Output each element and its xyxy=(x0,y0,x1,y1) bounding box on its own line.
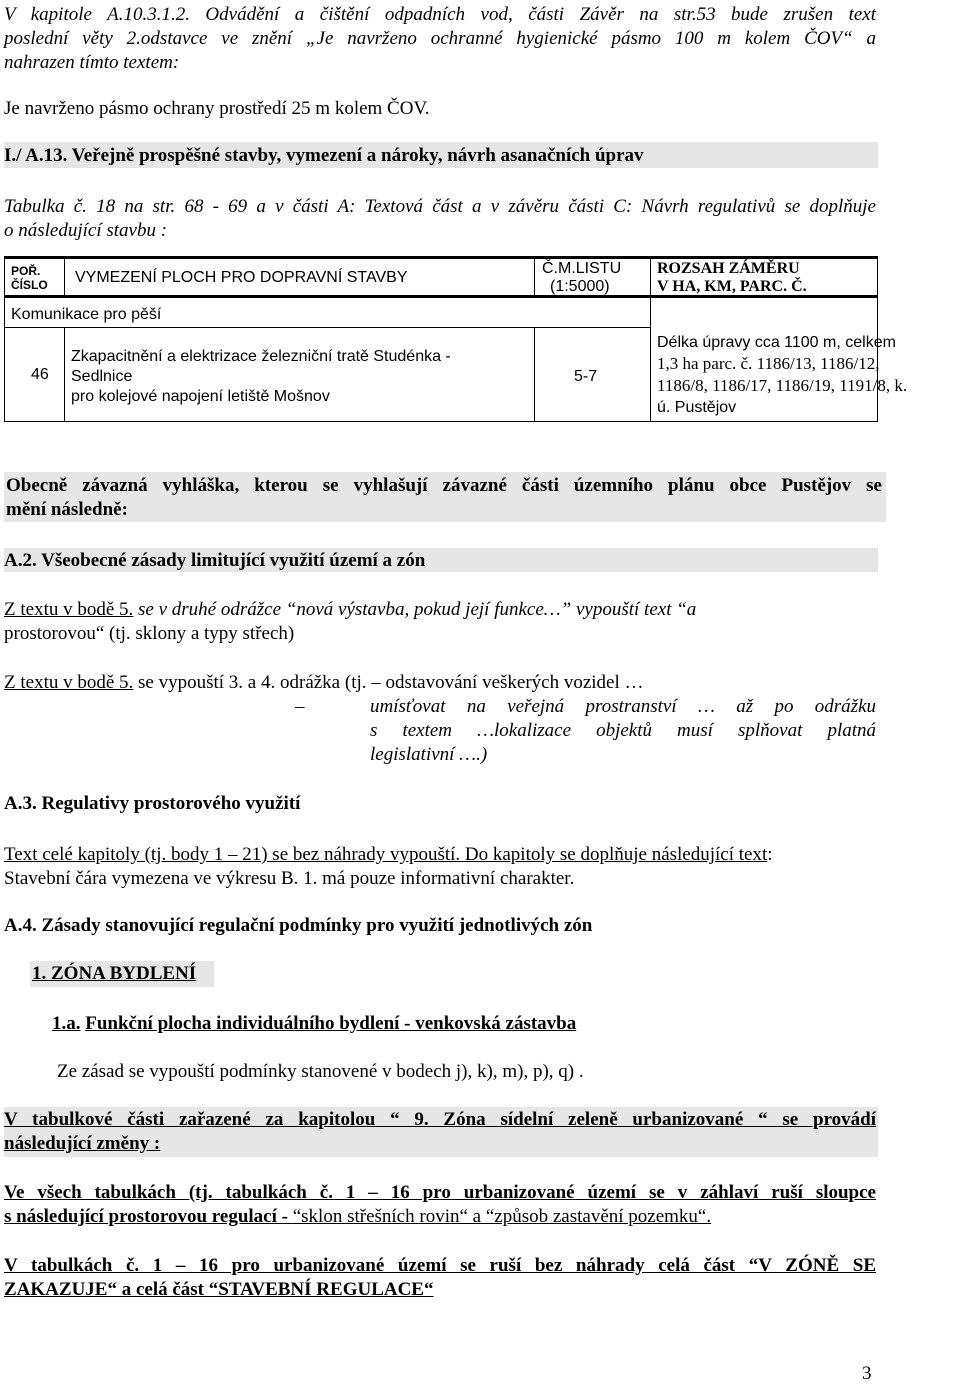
intro-line-3: nahrazen tímto textem: xyxy=(4,52,180,73)
a2-p2-rest: se vypouští 3. a 4. odrážka (tj. – odstavování veškerých vozidel … xyxy=(133,672,644,693)
col-desc-header: VYMEZENÍ PLOCH PRO DOPRAVNÍ STAVBY xyxy=(75,269,408,286)
zone-heading: 1. ZÓNA BYDLENÍ xyxy=(32,963,197,984)
table-divider xyxy=(534,257,535,298)
vsech-line-2 xyxy=(4,1205,711,1229)
sub-heading-number: 1.a. xyxy=(52,1013,81,1034)
row-scope-4: ú. Pustějov xyxy=(657,399,737,416)
a2-paragraph-1 xyxy=(4,598,876,622)
col-scope-header-2: V HA, KM, PARC. Č. xyxy=(657,278,807,295)
table-divider xyxy=(534,327,535,421)
col-num-header-1: POŘ. xyxy=(11,264,41,278)
vsech-line-1: Ve všech tabulkách (tj. tabulkách č. 1 – 16 pro urbanizované území se v záhlaví ruší sloupce xyxy=(4,1182,876,1203)
page-number: 3 xyxy=(862,1363,872,1384)
section-heading-a13 xyxy=(4,144,644,168)
intro-line-1: V kapitole A.10.3.1.2. Odvádění a čištění odpadních vod, části Závěr na str.53 bude zrušen text xyxy=(4,4,876,25)
table-divider xyxy=(64,327,65,421)
a3-heading: A.3. Regulativy prostorového využití xyxy=(4,793,301,814)
row-scope-2: 1,3 ha parc. č. 1186/13, 1186/12, xyxy=(657,354,880,373)
a3-line-1 xyxy=(4,843,773,867)
row-desc-1: Zkapacitnění a elektrizace železniční tratě Studénka - xyxy=(71,348,451,365)
vyhlaska-line-1: Obecně závazná vyhláška, kterou se vyhlašují závazné části územního plánu obce Pustějov se xyxy=(6,475,882,496)
a13-line-2: o následující stavbu : xyxy=(4,220,168,241)
vsech-line-2-rest: “sklon střešních rovin“ a “způsob zastavění pozemku“. xyxy=(292,1206,712,1227)
sub-text: Ze zásad se vypouští podmínky stanovené v bodech j), k), m), p), q) . xyxy=(57,1061,584,1082)
col-num-header-2: ČÍSLO xyxy=(11,278,48,292)
row-number: 46 xyxy=(31,366,49,383)
section-heading-a13-text: I./ A.13. Veřejně prospěšné stavby, vymezení a nároky, návrh asanačních úprav xyxy=(4,145,644,166)
tabulkove-line-1: V tabulkové části zařazené za kapitolou “ 9. Zóna sídelní zeleně urbanizované “ se provádí xyxy=(4,1109,876,1130)
col-scope-header-1: ROZSAH ZÁMĚRU xyxy=(657,260,800,277)
a2-p2-line-4: legislativní ….) xyxy=(370,744,488,765)
a2-p2-line-3: s textem …lokalizace objektů musí splňovat platná xyxy=(370,720,876,741)
a2-p2-line-2: umísťovat na veřejná prostranství … až po odrážku xyxy=(370,696,876,717)
a3-line-1-part-1: Text celé kapitoly (tj. body 1 – 21) se bez náhrady vypouští. xyxy=(4,844,461,865)
a2-p1-rest: se v druhé odrážce “nová výstavba, pokud její funkce…” vypouští text “a xyxy=(133,599,697,620)
row-scope-3: 1186/8, 1186/17, 1186/19, 1191/8, k. xyxy=(657,376,908,395)
col-sheet-header-1: Č.M.LISTU xyxy=(542,260,622,277)
a2-heading: A.2. Všeobecné zásady limitující využití území a zón xyxy=(4,550,426,571)
transport-table xyxy=(4,256,908,422)
a2-p2-reference: Z textu v bodě 5. xyxy=(4,672,134,693)
sub-heading-title: Funkční plocha individuálního bydlení - venkovská zástavba xyxy=(85,1013,577,1034)
a4-heading: A.4. Zásady stanovující regulační podmínky pro využití jednotlivých zón xyxy=(4,915,593,936)
tabulkach-line-1: V tabulkách č. 1 – 16 pro urbanizované území se ruší bez náhrady celá část “V ZÓNĚ SE xyxy=(4,1255,876,1276)
intro-line-4: Je navrženo pásmo ochrany prostředí 25 m kolem ČOV. xyxy=(4,98,430,119)
vyhlaska-line-2: mění následně: xyxy=(6,499,128,520)
a2-p2-dash: – xyxy=(295,696,305,717)
intro-line-2: poslední věty 2.odstavce ve znění „Je navrženo ochranné hygienické pásmo 100 m kolem ČOV“ a xyxy=(4,28,876,49)
a2-paragraph-2 xyxy=(4,671,644,695)
a3-line-1-part-2: Do kapitoly se doplňuje následující text xyxy=(460,844,768,865)
table-subheader: Komunikace pro pěší xyxy=(11,306,162,323)
a3-line-2: Stavební čára vymezena ve výkresu B. 1. má pouze informativní charakter. xyxy=(4,868,575,889)
row-scope-1: Délka úpravy cca 1100 m, celkem xyxy=(657,334,896,351)
tabulkach-line-2: ZAKAZUJE“ a celá část “STAVEBNÍ REGULACE“ xyxy=(4,1279,434,1300)
vsech-line-2-bold: s následující prostorovou regulací - xyxy=(4,1206,293,1227)
table-divider xyxy=(650,257,651,421)
col-sheet-header-2: (1:5000) xyxy=(550,278,610,295)
a13-line-1: Tabulka č. 18 na str. 68 - 69 a v části A: Textová část a v závěru části C: Návrh regulativů se doplňuje xyxy=(4,196,876,217)
a2-p1-line-2: prostorovou“ (tj. sklony a typy střech) xyxy=(4,623,295,644)
a2-p1-reference: Z textu v bodě 5. xyxy=(4,599,134,620)
row-desc-3: pro kolejové napojení letiště Mošnov xyxy=(71,388,330,405)
sub-heading xyxy=(52,1012,576,1036)
tabulkove-line-2: následující změny : xyxy=(4,1133,161,1154)
table-divider xyxy=(5,327,650,328)
row-sheet: 5-7 xyxy=(574,368,598,385)
table-divider xyxy=(64,257,65,298)
a3-line-1-end: : xyxy=(767,844,773,865)
row-desc-2: Sedlnice xyxy=(71,368,133,385)
